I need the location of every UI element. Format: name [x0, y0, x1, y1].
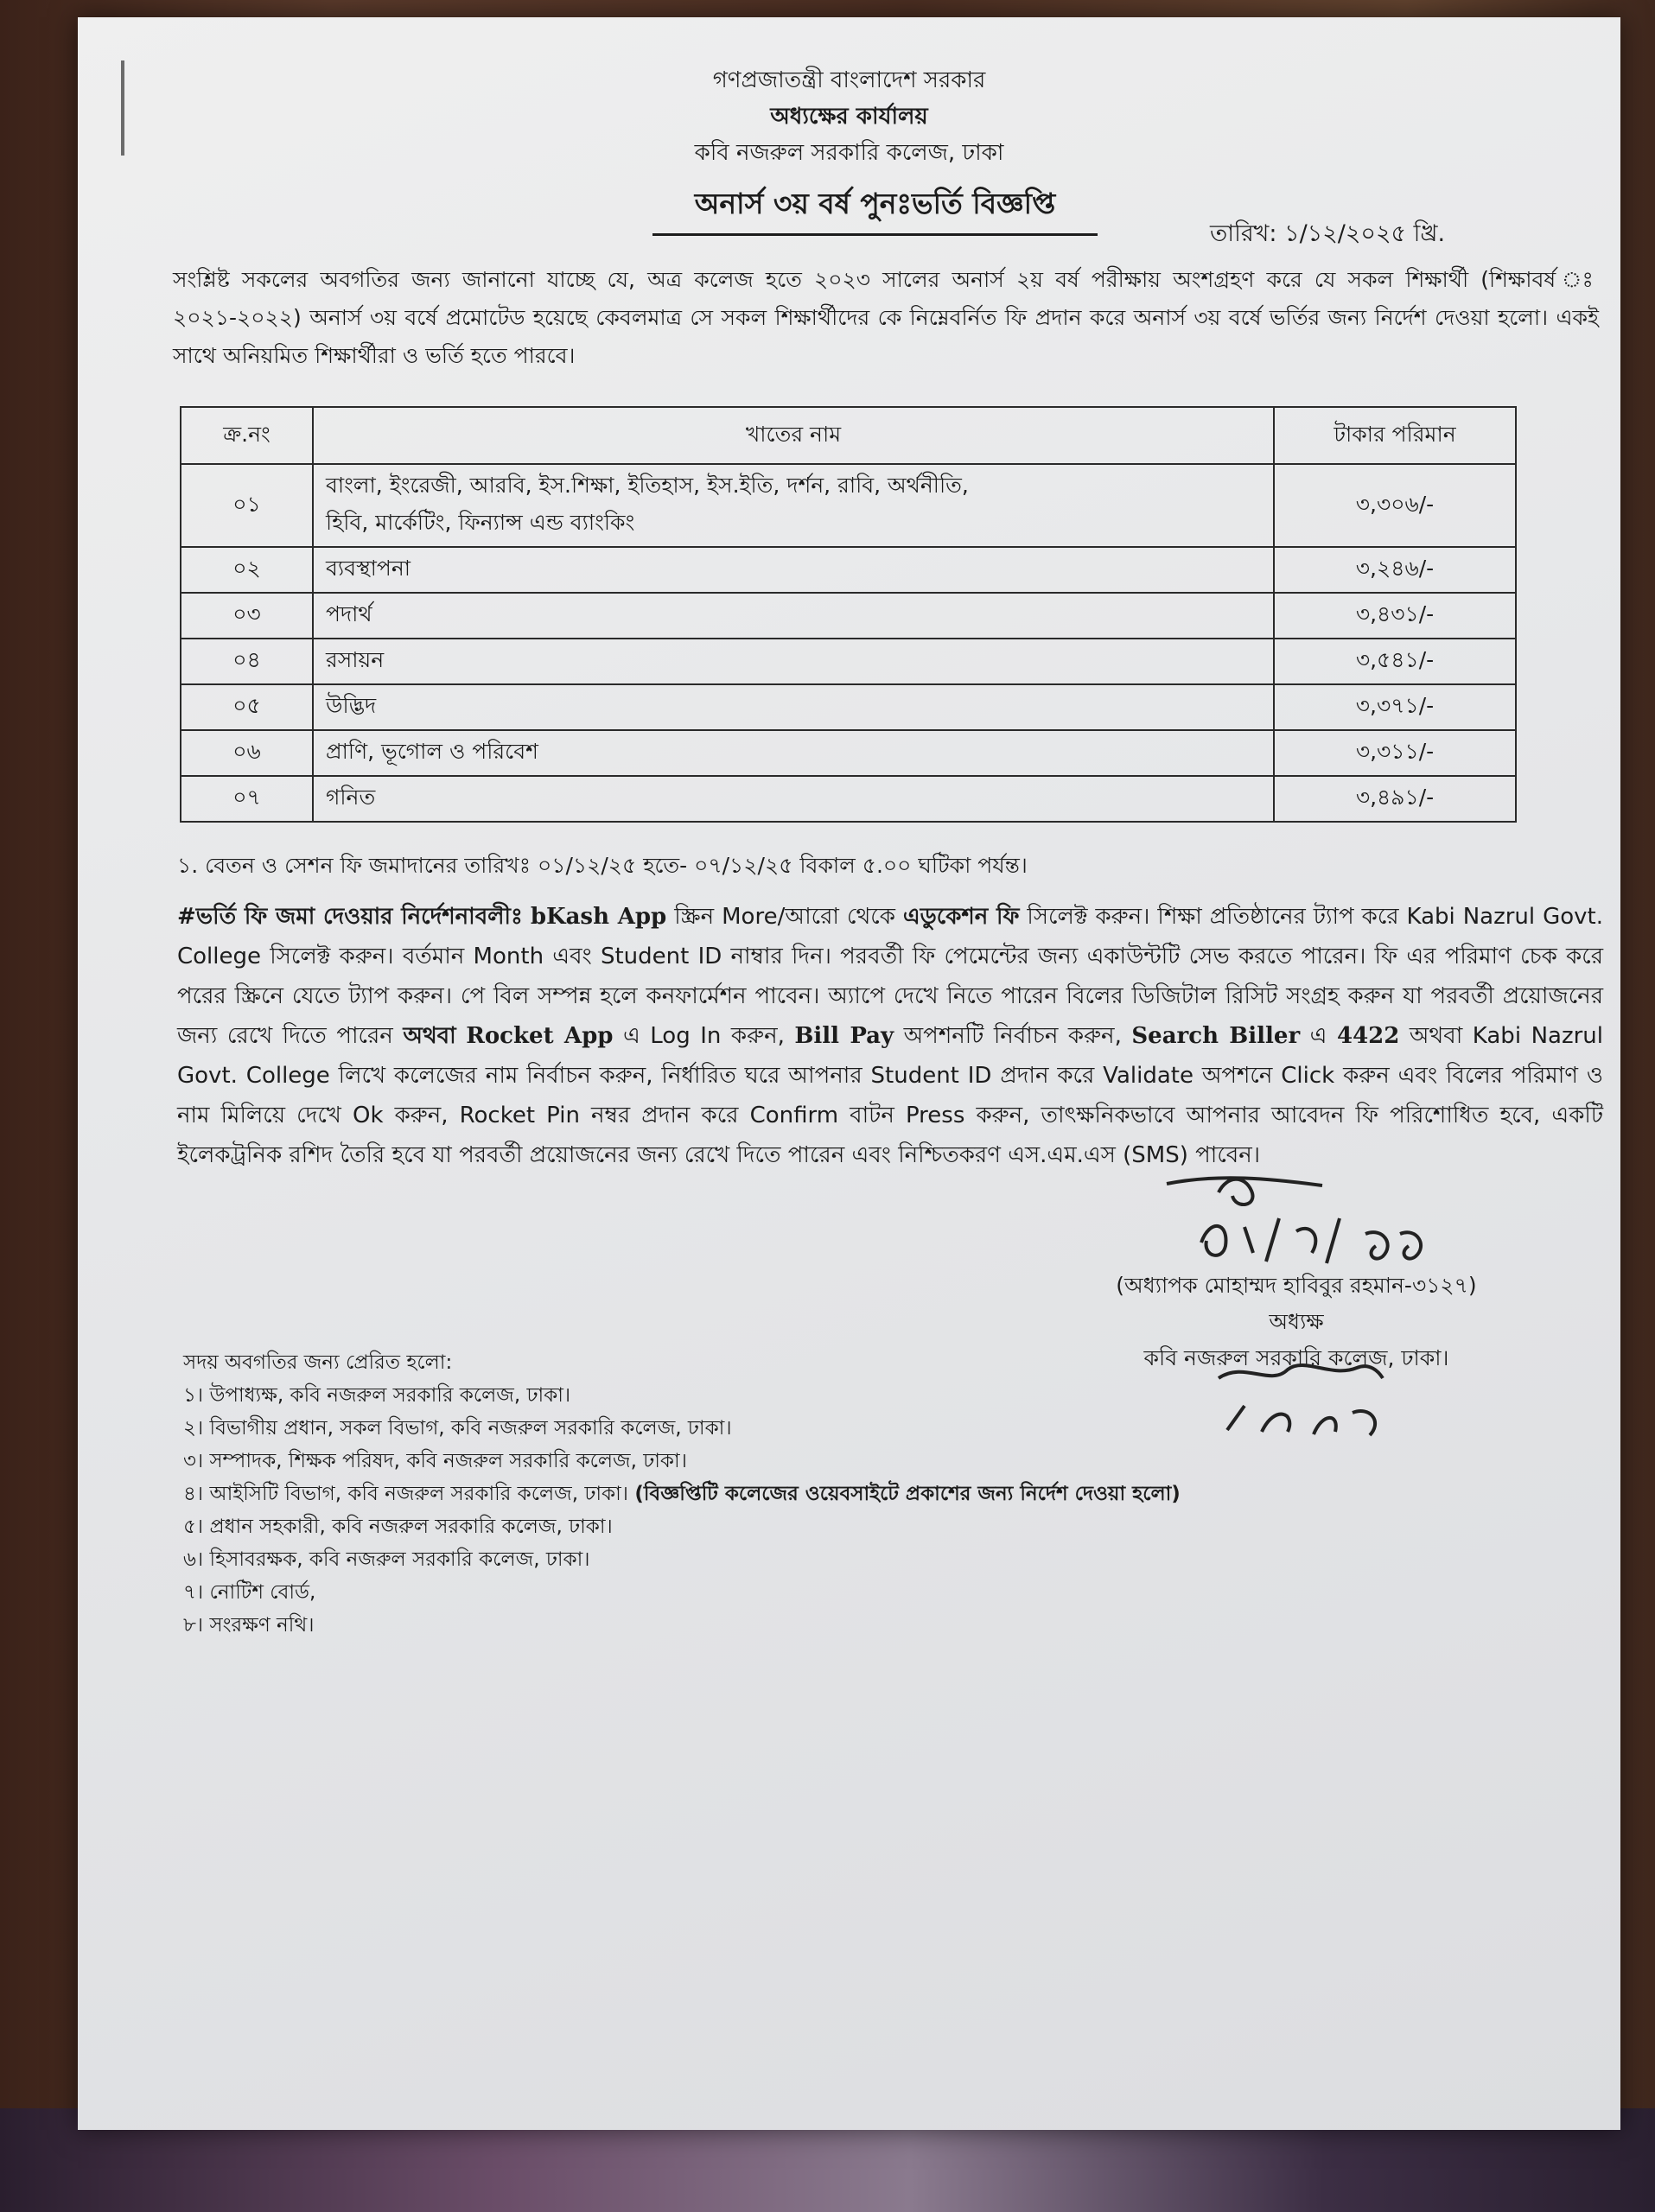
- payment-instructions: [177, 897, 1603, 1175]
- biller-code: 4422: [1336, 1023, 1400, 1049]
- second-signature: [1210, 1352, 1400, 1447]
- instr-text-5: এ: [1300, 1023, 1337, 1049]
- bill-pay-label: Bill Pay: [794, 1023, 894, 1049]
- second-signature-date: [1227, 1406, 1375, 1435]
- row-amount: ৩,৩৭১/-: [1274, 684, 1516, 730]
- table-header-row: [181, 407, 1516, 464]
- intro-paragraph: সংশ্লিষ্ট সকলের অবগতির জন্য জানানো যাচ্ছে যে, অত্র কলেজ হতে ২০২৩ সালের অনার্স ২য় বর্ষ পরীক্ষায় অংশগ্রহণ করে যে সকল শিক্ষার্থী (শিক্ষাবর্ষ ঃ ২০২১-২০২২) অনার্স ৩য় বর্ষে প্রমোটেড হয়েছে কেবলমাত্র সে সকল শিক্ষার্থীদের কে নিম্নেবর্নিত ফি প্রদান করে অনার্স ৩য় বর্ষে ভর্তির জন্য নির্দেশ দেওয়া হলো। একই সাথে অনিয়মিত শিক্ষার্থীরা ও ভর্তি হতে পারবে।: [173, 267, 1599, 368]
- instr-text-4: অপশনটি নির্বাচন করুন,: [894, 1023, 1132, 1049]
- notice-title: অনার্স ৩য় বর্ষ পুনঃভর্তি বিজ্ঞপ্তি: [652, 181, 1098, 236]
- distribution-title: সদয় অবগতির জন্য প্রেরিত হলো:: [183, 1351, 453, 1374]
- table-row: [181, 776, 1516, 822]
- payment-date-point: ১. বেতন ও সেশন ফি জমাদানের তারিখঃ ০১/১২/২৫ হতে- ০৭/১২/২৫ বিকাল ৫.০০ ঘটিকা পর্যন্ত।: [177, 853, 1028, 878]
- row-amount: ৩,৪৩১/-: [1274, 593, 1516, 639]
- instr-text-3: এ Log In করুন,: [613, 1023, 795, 1049]
- header-serial: ক্র.নং: [181, 407, 313, 464]
- list-item-text: ৪। আইসিটি বিভাগ, কবি নজরুল সরকারি কলেজ, ঢাকা।: [183, 1483, 629, 1505]
- row-serial: ০৩: [181, 593, 313, 639]
- signature-date-stroke: [1201, 1218, 1421, 1263]
- row-subject: গনিত: [313, 776, 1274, 822]
- row-subject: রসায়ন: [313, 639, 1274, 684]
- row-serial: ০১: [181, 464, 313, 547]
- table-row: [181, 547, 1516, 593]
- row-subject: উদ্ভিদ: [313, 684, 1274, 730]
- list-item: ৭। নোটিশ বোর্ড,: [183, 1581, 316, 1604]
- principal-name: (অধ্যাপক মোহাম্মদ হাবিবুর রহমান-৩১২৭): [1116, 1273, 1477, 1298]
- office-header: অধ্যক্ষের কার্যালয়: [770, 104, 928, 130]
- list-item: ২। বিভাগীয় প্রধান, সকল বিভাগ, কবি নজরুল সরকারি কলেজ, ঢাকা।: [183, 1417, 732, 1440]
- row-subject-line2: হিবি, মার্কেটিং, ফিন্যান্স এন্ড ব্যাংকিং: [326, 510, 635, 535]
- header-amount: টাকার পরিমান: [1274, 407, 1516, 464]
- list-item: [183, 1478, 1181, 1510]
- list-item: ৮। সংরক্ষণ নথি।: [183, 1614, 315, 1637]
- college-header: কবি নজরুল সরকারি কলেজ, ঢাকা: [694, 140, 1004, 166]
- education-fee-label: এডুকেশন ফি: [902, 904, 1020, 930]
- row-subject: [313, 464, 1274, 547]
- table-row: [181, 730, 1516, 776]
- row-serial: ০৭: [181, 776, 313, 822]
- instr-text-1: স্ক্রিন More/আরো থেকে: [666, 904, 903, 930]
- second-signature-stroke: [1219, 1365, 1383, 1378]
- row-subject-line1: বাংলা, ইংরেজী, আরবি, ইস.শিক্ষা, ইতিহাস, ইস.ইতি, দর্শন, রাবি, অর্থনীতি,: [326, 473, 969, 498]
- header-subject: খাতের নাম: [313, 407, 1274, 464]
- row-serial: ০৬: [181, 730, 313, 776]
- row-subject: পদার্থ: [313, 593, 1274, 639]
- table-row: [181, 639, 1516, 684]
- govt-header: গণপ্রজাতন্ত্রী বাংলাদেশ সরকার: [712, 67, 986, 93]
- list-item: ৬। হিসাবরক্ষক, কবি নজরুল সরকারি কলেজ, ঢাকা।: [183, 1548, 590, 1571]
- table-row: [181, 684, 1516, 730]
- rocket-app-label: Rocket App: [466, 1023, 614, 1049]
- row-subject: প্রাণি, ভূগোল ও পরিবেশ: [313, 730, 1274, 776]
- distribution-list: [183, 1346, 1181, 1642]
- or-label: অথবা: [403, 1023, 456, 1049]
- instructions-heading: #ভর্তি ফি জমা দেওয়ার নির্দেশনাবলীঃ: [177, 904, 523, 930]
- list-item: ৫। প্রধান সহকারী, কবি নজরুল সরকারি কলেজ, ঢাকা।: [183, 1516, 613, 1538]
- fee-table: [180, 406, 1517, 823]
- row-serial: ০৫: [181, 684, 313, 730]
- row-amount: ৩,২৪৬/-: [1274, 547, 1516, 593]
- row-serial: ০২: [181, 547, 313, 593]
- instr-text-2: সিলেক্ট করুন। শিক্ষা প্রতিষ্ঠানের ট্যাপ করে Kabi Nazrul Govt. College সিলেক্ট করুন। বর্তমান Month এবং Student ID নাম্বার দিন। পরবর্তী ফি পেমেন্টের জন্য একাউন্টটি সেভ করতে পারেন। ফি এর পরিমাণ চেক করে পরের স্ক্রিনে যেতে ট্যাপ করুন। পে বিল সম্পন্ন হলে কনফার্মেশন পাবেন। অ্যাপে দেখে নিতে পারেন বিলের ডিজিটাল রিসিট সংগ্রহ করুন যা পরবর্তী প্রয়োজনের জন্য রেখে দিতে পারেন: [177, 904, 1603, 1049]
- list-item-note: (বিজ্ঞপ্তিটি কলেজের ওয়েবসাইটে প্রকাশের জন্য নির্দেশ দেওয়া হলো): [634, 1483, 1181, 1505]
- principal-college: কবি নজরুল সরকারি কলেজ, ঢাকা।: [1143, 1345, 1449, 1370]
- principal-designation: অধ্যক্ষ: [1269, 1309, 1324, 1334]
- row-serial: ০৪: [181, 639, 313, 684]
- row-amount: ৩,৪৯১/-: [1274, 776, 1516, 822]
- row-amount: ৩,৩০৬/-: [1274, 464, 1516, 547]
- row-amount: ৩,৩১১/-: [1274, 730, 1516, 776]
- principal-signature: [1149, 1166, 1512, 1279]
- signature-stroke: [1167, 1178, 1322, 1205]
- notice-document: [78, 17, 1620, 2130]
- notice-date: তারিখ: ১/১২/২০২৫ খ্রি.: [1210, 220, 1446, 247]
- instr-text-6: অথবা Kabi Nazrul Govt. College লিখে কলেজের নাম নির্বাচন করুন, নির্ধারিত ঘরে আপনার Student ID প্রদান করে Validate অপশনে Click করুন এবং বিলের পরিমাণ ও নাম মিলিয়ে দেখে Ok করুন, Rocket Pin নম্বর প্রদান করে Confirm বাটন Press করুন, তাৎক্ষনিকভাবে আপনার আবেদন ফি পরিশোধিত হবে, একটি ইলেকট্রনিক রশিদ তৈরি হবে যা পরবর্তী প্রয়োজনের জন্য রেখে দিতে পারেন এবং নিশ্চিতকরণ এস.এম.এস (SMS) পাবেন।: [177, 1023, 1603, 1168]
- row-amount: ৩,৫৪১/-: [1274, 639, 1516, 684]
- list-item: ১। উপাধ্যক্ষ, কবি নজরুল সরকারি কলেজ, ঢাকা।: [183, 1384, 571, 1407]
- list-item: ৩। সম্পাদক, শিক্ষক পরিষদ, কবি নজরুল সরকারি কলেজ, ঢাকা।: [183, 1450, 687, 1472]
- table-row: [181, 593, 1516, 639]
- table-row: [181, 464, 1516, 547]
- bkash-app-label: bKash App: [530, 904, 667, 930]
- search-biller-label: Search Biller: [1131, 1023, 1301, 1049]
- row-subject: ব্যবস্থাপনা: [313, 547, 1274, 593]
